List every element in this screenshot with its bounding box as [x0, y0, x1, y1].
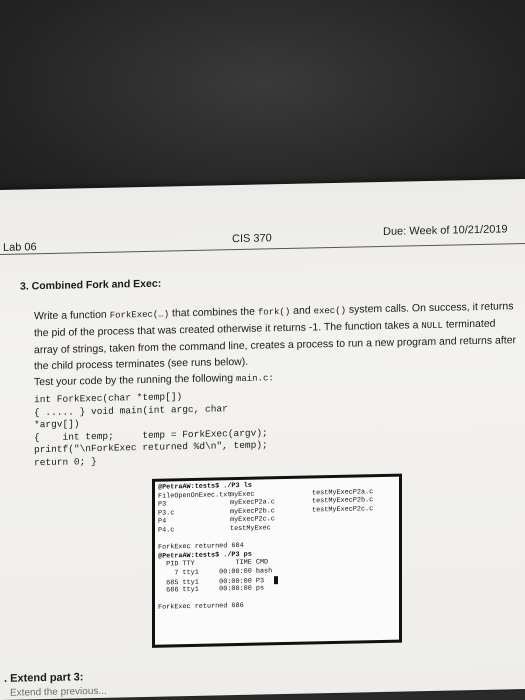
- ps-row-text: 685 tty1 00:00:00 P3: [158, 576, 265, 588]
- due-date: Due: Week of 10/21/2019: [383, 223, 508, 238]
- ls-cell: FileOpenOnExec.txt: [158, 490, 232, 501]
- forkexec-result: ForkExec returned 686: [158, 602, 244, 613]
- terminal-prompt: @PetraAW:tests$ ./P3 ps: [158, 550, 252, 561]
- next-question-text: Extend the previous...: [10, 685, 107, 699]
- question-description: [34, 298, 520, 391]
- ls-cell: P4.c: [158, 526, 175, 535]
- code-line: { int temp; temp = ForkExec(argv);: [34, 426, 268, 443]
- code-line: return 0; }: [34, 455, 97, 468]
- lab-sheet: [0, 179, 525, 700]
- ls-cell: testMyExecP2b.c: [312, 496, 374, 506]
- code-line: printf("\nForkExec returned %d\n", temp);: [34, 439, 268, 456]
- desc-text-4: system calls. On success, it returns the pid of the process that was created otherwise it returns -1. The function takes a: [34, 300, 514, 340]
- test-code-mainc: main.c:: [235, 373, 274, 385]
- ps-row: 7 tty1 00:00:00 bash: [158, 567, 273, 578]
- header-divider: [0, 243, 525, 255]
- desc-code-null: NULL: [421, 320, 443, 332]
- ls-cell: myExecP2b.c: [230, 507, 275, 516]
- ls-cell: P4: [158, 517, 167, 527]
- desc-text-1: Write a function: [34, 308, 110, 323]
- dark-background: [0, 0, 525, 210]
- desc-code-fork: fork(): [257, 306, 291, 318]
- desc-code-exec: exec(): [313, 305, 346, 317]
- ls-cell: myExecP2a.c: [230, 498, 275, 508]
- ls-cell: testMyExecP2a.c: [312, 487, 374, 498]
- ls-cell: P3.c: [158, 509, 175, 518]
- lab-number: Lab 06: [3, 241, 37, 254]
- ps-header: PID TTY TIME CMD: [158, 558, 269, 570]
- ls-cell: testMyExec: [230, 524, 271, 534]
- code-line: *argv[]): [34, 418, 80, 431]
- desc-text-5: terminated array of strings, taken from the command line, creates a process to run a new program and returns after the child process terminates (see runs below).: [34, 317, 517, 373]
- forkexec-result: ForkExec returned 684: [158, 542, 244, 552]
- ls-cell: P3: [158, 500, 167, 509]
- code-line: int ForkExec(char *temp[]): [34, 391, 183, 406]
- ls-cell: myExecP2c.c: [230, 515, 275, 525]
- course-code: CIS 370: [232, 232, 272, 246]
- ls-cell: testMyExecP2c.c: [312, 504, 374, 515]
- terminal-output: [152, 474, 402, 648]
- code-line: { ..... } void main(int argc, char: [34, 402, 228, 418]
- question-title: 3. Combined Fork and Exec:: [20, 277, 162, 293]
- terminal-cursor: [274, 576, 278, 584]
- desc-text-2: that combines the: [169, 305, 258, 320]
- next-question-title: . Extend part 3:: [4, 671, 84, 685]
- desc-text-3: and: [290, 304, 314, 317]
- terminal-prompt: @PetraAW:tests$ ./P3 ls: [158, 481, 252, 492]
- ls-cell: myExec: [230, 490, 255, 499]
- ps-row: 686 tty1 00:00:00 ps: [158, 584, 265, 595]
- desc-code-forkexec: ForkExec(…): [109, 309, 170, 321]
- code-snippet: [34, 386, 434, 469]
- test-text: Test your code by the running the following: [34, 372, 236, 389]
